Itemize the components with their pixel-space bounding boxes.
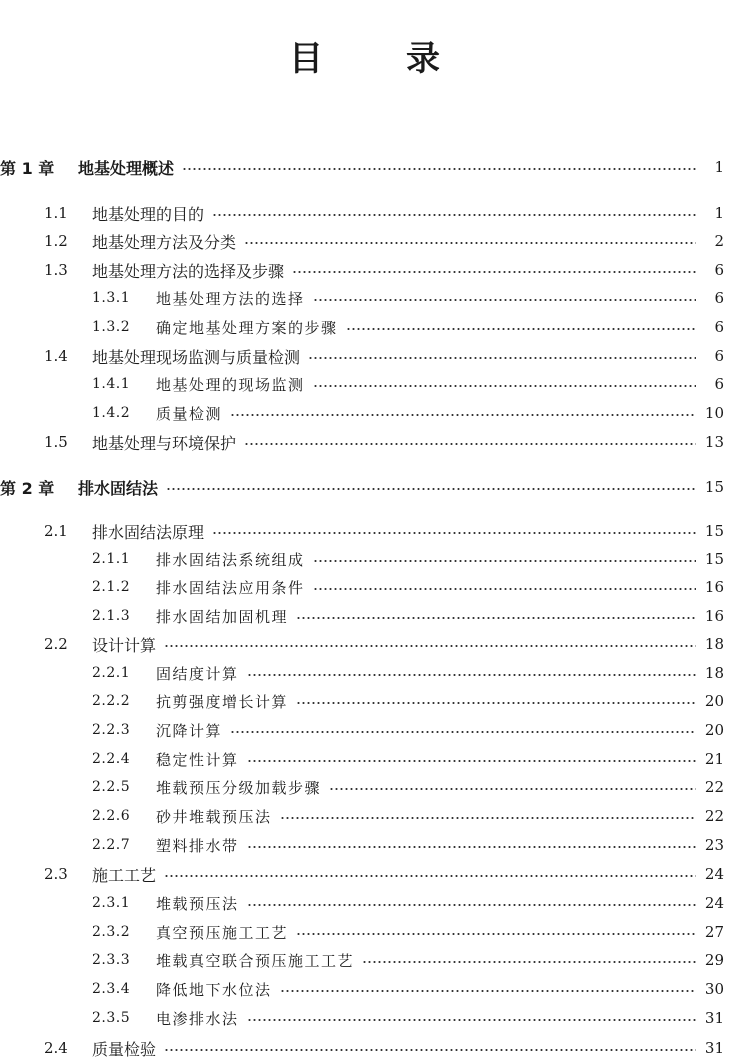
entry-number: 2.3.4 — [92, 981, 131, 997]
toc-entry-subsection — [0, 745, 730, 773]
entry-page-number: 22 — [704, 778, 724, 796]
toc-entry-subsection — [0, 802, 730, 830]
dot-leader — [313, 586, 696, 592]
entry-title: 排水固结法应用条件 — [156, 578, 305, 597]
entry-number: 2.3.2 — [92, 924, 131, 940]
entry-page-number: 29 — [704, 951, 724, 969]
dot-leader — [230, 729, 696, 735]
entry-number: 1.4.2 — [92, 405, 131, 421]
toc-entry-subsection — [0, 370, 730, 398]
entry-title: 抗剪强度增长计算 — [156, 692, 289, 711]
toc-entry-subsection — [0, 545, 730, 573]
entry-title: 施工工艺 — [92, 865, 157, 885]
dot-leader — [247, 902, 696, 908]
entry-number: 2.2 — [44, 635, 68, 653]
dot-leader — [329, 786, 696, 792]
title-char-right: 录 — [406, 38, 441, 79]
toc-entry-subsection — [0, 602, 730, 630]
entry-number: 2.1.3 — [92, 608, 131, 624]
entry-number: 2.1 — [44, 522, 68, 540]
toc-entry-section — [0, 342, 730, 370]
entry-page-number: 6 — [714, 261, 724, 279]
entry-number: 2.2.6 — [92, 808, 131, 824]
entry-number: 1.3 — [44, 261, 68, 279]
toc-entry-section — [0, 1034, 730, 1062]
entry-number: 2.3 — [44, 865, 68, 883]
entry-title: 沉降计算 — [156, 721, 223, 740]
entry-title: 地基处理与环境保护 — [92, 433, 237, 453]
entry-number: 1.2 — [44, 232, 68, 250]
dot-leader — [280, 988, 696, 994]
dot-leader — [296, 615, 696, 621]
dot-leader — [247, 672, 696, 678]
entry-number: 1.5 — [44, 433, 68, 451]
entry-number: 2.2.2 — [92, 693, 131, 709]
dot-leader — [362, 959, 696, 965]
entry-page-number: 1 — [714, 158, 724, 176]
entry-title: 砂井堆载预压法 — [156, 807, 272, 826]
entry-number: 2.2.5 — [92, 779, 131, 795]
entry-page-number: 31 — [704, 1009, 724, 1027]
toc-entry-subsection — [0, 687, 730, 715]
entry-page-number: 6 — [714, 347, 724, 365]
entry-number: 2.1.1 — [92, 551, 131, 567]
dot-leader — [166, 486, 696, 492]
toc-entry-subsection — [0, 573, 730, 601]
dot-leader — [280, 815, 696, 821]
entry-page-number: 24 — [704, 894, 724, 912]
dot-leader — [313, 383, 696, 389]
entry-title: 降低地下水位法 — [156, 980, 272, 999]
dot-leader — [247, 1017, 696, 1023]
toc-entry-section — [0, 428, 730, 456]
entry-title: 稳定性计算 — [156, 750, 239, 769]
entry-title: 地基处理的现场监测 — [156, 375, 305, 394]
entry-number: 2.4 — [44, 1039, 68, 1057]
entry-number: 第 1 章 — [0, 158, 55, 178]
entry-page-number: 18 — [704, 635, 724, 653]
entry-title: 地基处理现场监测与质量检测 — [92, 347, 301, 367]
toc-entry-subsection — [0, 889, 730, 917]
title-char-left: 目 — [289, 38, 324, 79]
dot-leader — [292, 269, 696, 275]
toc-entry-section — [0, 860, 730, 888]
dot-leader — [164, 1047, 696, 1053]
dot-leader — [212, 530, 696, 536]
entry-page-number: 2 — [714, 232, 724, 250]
toc-entry-subsection — [0, 1004, 730, 1032]
dot-leader — [313, 297, 696, 303]
dot-leader — [230, 412, 696, 418]
page-title — [0, 30, 730, 80]
entry-title: 堆载真空联合预压施工工艺 — [156, 951, 355, 970]
entry-page-number: 16 — [704, 607, 724, 625]
dot-leader — [244, 240, 696, 246]
toc-entry-subsection — [0, 975, 730, 1003]
dot-leader — [296, 931, 696, 937]
toc-entry-subsection — [0, 399, 730, 427]
entry-number: 2.2.7 — [92, 837, 131, 853]
toc-entry-subsection — [0, 831, 730, 859]
toc-entry-section — [0, 199, 730, 227]
entry-page-number: 18 — [704, 664, 724, 682]
entry-number: 1.4 — [44, 347, 68, 365]
entry-page-number: 21 — [704, 750, 724, 768]
toc-entry-subsection — [0, 716, 730, 744]
entry-title: 地基处理方法及分类 — [92, 232, 237, 252]
entry-number: 2.3.1 — [92, 895, 131, 911]
entry-page-number: 23 — [704, 836, 724, 854]
dot-leader — [247, 758, 696, 764]
toc-entry-chapter — [0, 153, 730, 181]
dot-leader — [296, 700, 696, 706]
entry-title: 排水固结法 — [78, 478, 159, 498]
entry-title: 堆载预压分级加载步骤 — [156, 778, 322, 797]
entry-number: 1.4.1 — [92, 376, 131, 392]
toc-entry-subsection — [0, 946, 730, 974]
entry-page-number: 6 — [714, 318, 724, 336]
entry-page-number: 1 — [714, 204, 724, 222]
dot-leader — [164, 873, 696, 879]
entry-title: 地基处理的目的 — [92, 204, 205, 224]
entry-title: 真空预压施工工艺 — [156, 923, 289, 942]
entry-title: 排水固结法原理 — [92, 522, 205, 542]
dot-leader — [346, 326, 696, 332]
toc-entry-chapter — [0, 473, 730, 501]
toc-entry-subsection — [0, 659, 730, 687]
entry-title: 堆载预压法 — [156, 894, 239, 913]
dot-leader — [212, 212, 696, 218]
toc-entry-section — [0, 256, 730, 284]
dot-leader — [244, 441, 696, 447]
entry-number: 1.3.1 — [92, 290, 131, 306]
entry-title: 固结度计算 — [156, 664, 239, 683]
entry-page-number: 24 — [704, 865, 724, 883]
entry-title: 地基处理方法的选择及步骤 — [92, 261, 285, 281]
entry-number: 2.3.5 — [92, 1010, 131, 1026]
entry-page-number: 31 — [704, 1039, 724, 1057]
entry-number: 1.1 — [44, 204, 68, 222]
entry-title: 地基处理方法的选择 — [156, 289, 305, 308]
toc-entry-subsection — [0, 918, 730, 946]
entry-page-number: 20 — [704, 721, 724, 739]
dot-leader — [164, 643, 696, 649]
toc-entry-section — [0, 517, 730, 545]
entry-title: 确定地基处理方案的步骤 — [156, 318, 338, 337]
entry-page-number: 15 — [704, 522, 724, 540]
entry-number: 2.2.3 — [92, 722, 131, 738]
entry-number: 1.3.2 — [92, 319, 131, 335]
entry-title: 质量检验 — [92, 1039, 157, 1059]
toc-entry-subsection — [0, 313, 730, 341]
entry-page-number: 22 — [704, 807, 724, 825]
toc-entry-subsection — [0, 284, 730, 312]
entry-page-number: 27 — [704, 923, 724, 941]
entry-page-number: 15 — [704, 550, 724, 568]
entry-title: 排水固结加固机理 — [156, 607, 289, 626]
entry-number: 第 2 章 — [0, 478, 55, 498]
dot-leader — [182, 166, 696, 172]
toc-entry-subsection — [0, 773, 730, 801]
entry-title: 设计计算 — [92, 635, 157, 655]
entry-page-number: 13 — [704, 433, 724, 451]
dot-leader — [308, 355, 696, 361]
entry-page-number: 30 — [704, 980, 724, 998]
entry-title: 塑料排水带 — [156, 836, 239, 855]
entry-title: 质量检测 — [156, 404, 223, 423]
entry-page-number: 6 — [714, 375, 724, 393]
entry-number: 2.2.4 — [92, 751, 131, 767]
entry-page-number: 15 — [704, 478, 724, 496]
dot-leader — [247, 844, 696, 850]
entry-page-number: 20 — [704, 692, 724, 710]
entry-page-number: 10 — [704, 404, 724, 422]
entry-title: 地基处理概述 — [78, 158, 175, 178]
toc-entry-section — [0, 227, 730, 255]
entry-page-number: 6 — [714, 289, 724, 307]
entry-title: 排水固结法系统组成 — [156, 550, 305, 569]
entry-title: 电渗排水法 — [156, 1009, 239, 1028]
dot-leader — [313, 558, 696, 564]
entry-number: 2.2.1 — [92, 665, 131, 681]
entry-page-number: 16 — [704, 578, 724, 596]
entry-number: 2.3.3 — [92, 952, 131, 968]
toc-entry-section — [0, 630, 730, 658]
entry-number: 2.1.2 — [92, 579, 131, 595]
